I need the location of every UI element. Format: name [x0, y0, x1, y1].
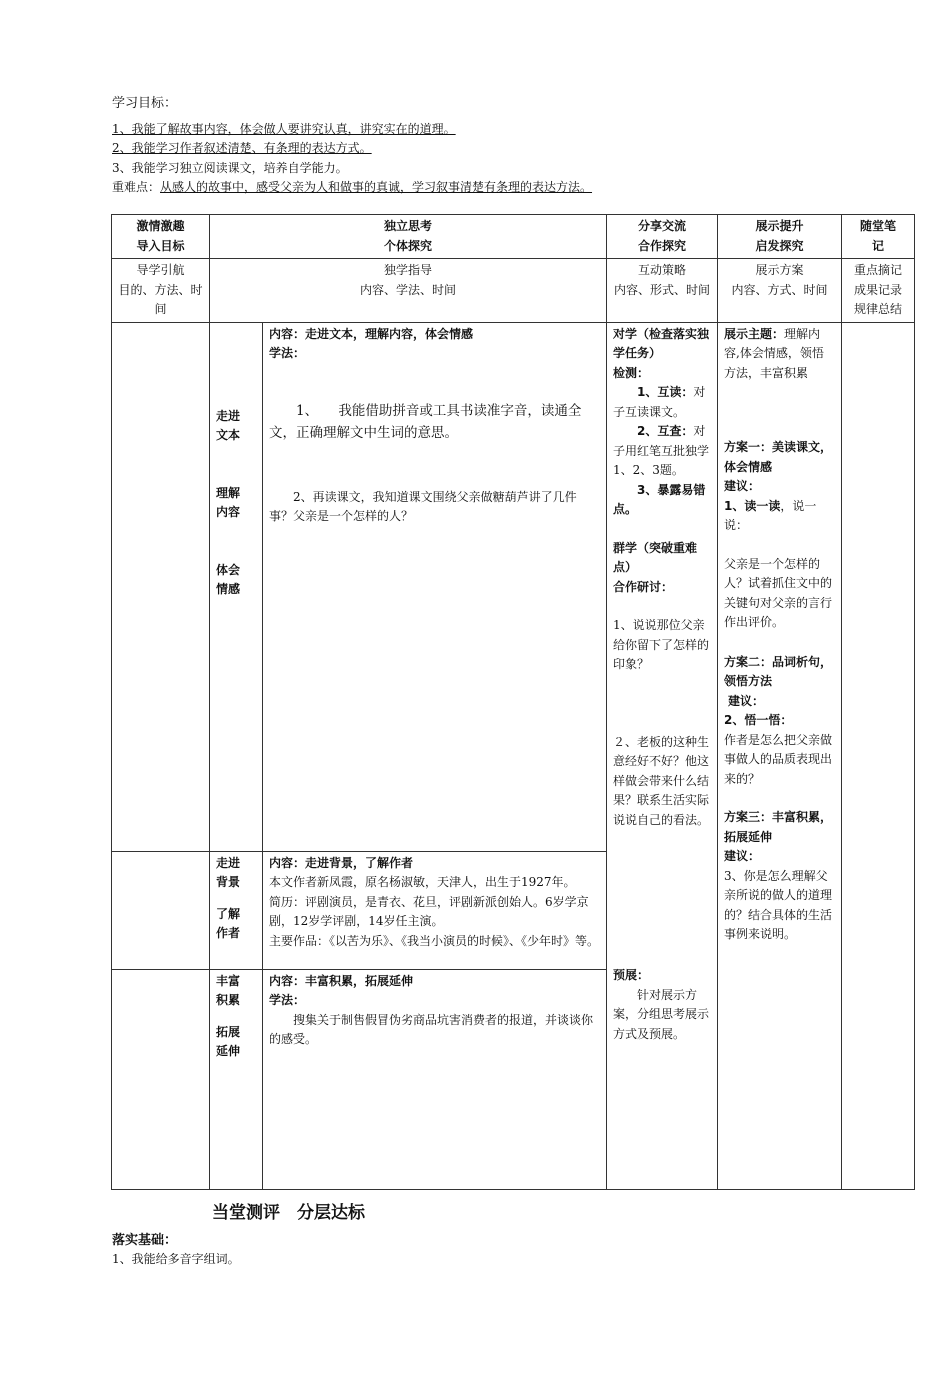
guide-cell — [112, 969, 210, 1189]
goals-title: 学习目标： — [112, 96, 178, 111]
task-item: 1、 我能借助拼音或工具书读准字音，读通全文，正确理解文中生词的意思。 — [269, 402, 582, 441]
self-study-cell: 内容：丰富积累，拓展延伸 学法： 搜集关于制售假冒伪劣商品坑害消费者的报道，并谈谈你的感受。 — [263, 969, 607, 1189]
interaction-cell: 对学（检查落实独学任务） 检测： 1、互读：对子互读课文。 2、互查：对子用红笔互批独学1、2、3题。 3、暴露易错点。 群学（突破重难点） 合作研讨： 1、说说那位父亲给你留下了怎样的印象？ ２、老板的这种生意经好不好？他这样做会带来什么结果？联系生活实际说说自己的看法。 预展： 针对展示方案，分组思考展示方式及预展。 — [607, 322, 718, 1189]
goal-item: 3、我能学习独立阅读课文，培养自学能力。 — [112, 160, 348, 175]
quiz-section — [112, 1198, 892, 1267]
header-row — [112, 215, 915, 259]
subheader-cell: 独学指导 内容、学法、时间 — [210, 259, 607, 323]
header-cell: 分享交流 合作探究 — [607, 215, 718, 259]
quiz-subtitle: 落实基础： — [112, 1233, 178, 1248]
notes-cell — [842, 322, 915, 1189]
header-cell: 展示提升 启发探究 — [718, 215, 842, 259]
self-study-cell: 内容：走进背景，了解作者 本文作者新凤霞，原名杨淑敏，天津人，出生于1927年。 简历：评剧演员，是青衣、花旦，评剧新派创始人。6岁学京剧，12岁学评剧，14岁任主演。 主要作品：《以苦为乐》、《我当小演员的时候》、《少年时》等。 — [263, 851, 607, 969]
guide-cell — [112, 851, 210, 969]
key-points — [112, 178, 892, 198]
content-title: 内容：走进文本，理解内容，体会情感 — [269, 326, 474, 341]
self-study-cell — [263, 322, 607, 851]
subheader-cell: 互动策略 内容、形式、时间 — [607, 259, 718, 323]
quiz-item: 1、我能给多音字组词。 — [112, 1252, 240, 1266]
lesson-plan-table — [111, 214, 915, 1190]
header-cell: 激情激趣 导入目标 — [112, 215, 210, 259]
section-row — [112, 322, 915, 851]
goal-item: 2、我能学习作者叙述清楚、有条理的表达方式。 — [112, 141, 372, 155]
header-cell: 独立思考 个体探究 — [210, 215, 607, 259]
subheader-cell: 导学引航 目的、方法、时 间 — [112, 259, 210, 323]
subheader-cell: 展示方案 内容、方式、时间 — [718, 259, 842, 323]
header-cell: 随堂笔 记 — [842, 215, 915, 259]
section-label: 走进 文本 理解 内容 体会 情感 — [210, 322, 263, 851]
subheader-cell: 重点摘记 成果记录 规律总结 — [842, 259, 915, 323]
method-label: 学法： — [269, 346, 306, 360]
learning-goals — [112, 94, 892, 198]
subheader-row — [112, 259, 915, 323]
show-cell: 展示主题：理解内容,体会情感，领悟方法，丰富积累 方案一：美读课文，体会情感 建议： 1、读一读，说一说： 父亲是一个怎样的人？试着抓住文中的关键句对父亲的言行作出评价。 方案二：品词析句，领悟方法 建议： 2、悟一悟： 作者是怎么把父亲做事做人的品质表现出来的？ 方案三：丰富积累，拓展延伸 建议： 3、你是怎么理解父亲所说的做人的道理的？结合具体的生活事例来说明。 — [718, 322, 842, 1189]
quiz-title: 当堂测评 分层达标 — [212, 1203, 365, 1223]
task-item: 2、再读课文，我知道课文围绕父亲做糖葫芦讲了几件事？父亲是一个怎样的人？ — [269, 489, 577, 523]
key-points-label: 重难点： — [112, 180, 161, 194]
guide-cell — [112, 322, 210, 851]
key-points-text: 从感人的故事中，感受父亲为人和做事的真诚，学习叙事清楚有条理的表达方法。 — [160, 180, 593, 194]
goal-item: 1、我能了解故事内容，体会做人要讲究认真，讲究实在的道理。 — [112, 121, 456, 136]
section-label: 走进 背景 了解 作者 — [210, 851, 263, 969]
section-label: 丰富 积累 拓展 延伸 — [210, 969, 263, 1189]
